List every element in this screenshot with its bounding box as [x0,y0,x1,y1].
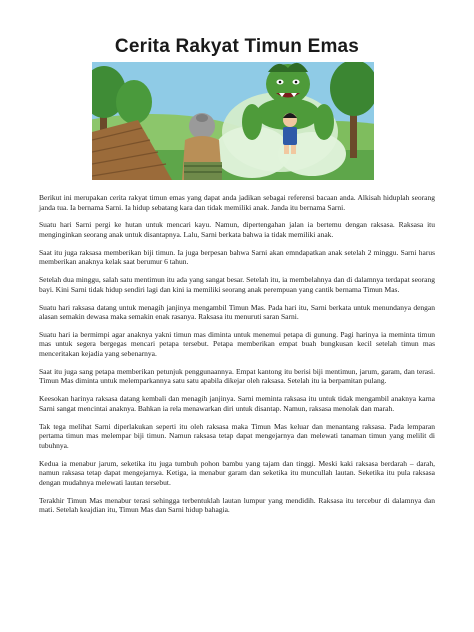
paragraph: Setelah dua minggu, salah satu mentimun itu ada yang sangat besar. Setelah itu, ia membelahnya dan di dalamnya terdapat seorang bayi. Kini Sarni tidak hidup sendiri lagi dan kini ia memiliki seorang anak perempuan yang cantik bernama Timun Mas. [39,275,435,294]
giant-arm-right [314,104,334,140]
paragraph: Tak tega melihat Sarni diperlakukan seperti itu oleh raksasa maka Timun Mas keluar dan menantang raksasa. Pada lemparan pertama timun mas melempar biji timun. Namun raksasa tetap dapat mengejarnya dan melewati tanaman timun yang melilit di tubuhnya. [39,421,435,450]
illustration-svg [92,62,374,180]
girl-leg-right [291,145,296,154]
story-body [39,193,435,523]
sarni-skirt [184,162,222,180]
page-title: Cerita Rakyat Timun Emas [114,36,360,57]
paragraph: Keesokan harinya raksasa datang kembali dan menagih janjinya. Sarni meminta raksasa itu untuk tidak mengambil anaknya karna Sarni sangat mencintai anaknya. Bahkan ia rela menawarkan diri untuk disantap. Namun, raksasa menolak dan marah. [39,394,435,413]
paragraph: Suatu hari raksasa datang untuk menagih janjinya mengambil Timun Mas. Pada hari itu, Sarni berkata untuk menundanya dengan alasan semakin dewasa maka semakin enak rasanya. Raksasa itu menuruti saran Sarni. [39,302,435,322]
story-illustration [92,62,374,180]
giant-arm-left [242,104,262,140]
girl-dress [283,127,297,145]
paragraph: Suatu hari Sarni pergi ke hutan untuk mencari kayu. Namun, dipertengahan jalan ia bertemu dengan raksasa. Raksasa itu menginginkan seorang anak untuk disantapnya. Lalu, Sarni berkata bahwa ia tidak memiliki anak. [39,220,435,239]
sarni-bun [196,114,208,122]
giant-pupil-right [295,81,298,84]
paragraph: Saat itu juga sang petapa memberikan petunjuk penggunaannya. Empat kantong itu berisi biji mentimun, jarum, garam, dan terasi. Timun Mas diminta untuk melemparkannya satu satu apabila dikejar oleh raksasa. Setelah itu ia berpamitan pulang. [39,366,435,386]
paragraph: Suatu hari ia bermimpi agar anaknya yakni timun mas diminta untuk menemui petapa di gunung. Pagi harinya ia meminta timun mas untuk segera bergegas mencari petapa tersebut. Petapa memberikan empat buah bungkusan kecil setelah timun mas menceritakan kejadia yang sebenarnya. [39,329,435,359]
paragraph: Kedua ia menabur jarum, seketika itu juga tumbuh pohon bambu yang tajam dan tinggi. Meski kaki raksasa berdarah – darah, namun raksasa tetap dapat mengejarnya. Ketiga, ia menabur garam dan seketika itu muncullah lautan. Seketika itu pula raksasa dengan mudahnya melewati lautan tersebut. [39,458,435,487]
paragraph: Terakhir Timun Mas menabur terasi sehingga terbentuklah lautan lumpur yang mendidih. Raksasa itu tercebur di dalamnya dan mati. Setelah keajdian itu, Timun Mas dan Sarni hidup bahagia. [39,495,435,515]
paragraph: Saat itu juga raksasa memberikan biji timun. Ia juga berpesan bahwa Sarni akan emndapatkan anak setelah 2 minggu. Sarni harus memberikan anaknya kelak saat berumur 6 tahun. [39,247,435,267]
giant-pupil-left [279,81,282,84]
tree-foliage-left-2 [116,80,152,124]
girl-leg-left [284,145,289,154]
paragraph: Berikut ini merupakan cerita rakyat timun emas yang dapat anda jadikan sebagai referensi bacaan anda. Alkisah hiduplah seorang janda tua. Ia bernama Sarni. Ia hidup sebatang kara dan tidak memiliki anak. Janda itu bernama Sarni. [39,193,435,212]
